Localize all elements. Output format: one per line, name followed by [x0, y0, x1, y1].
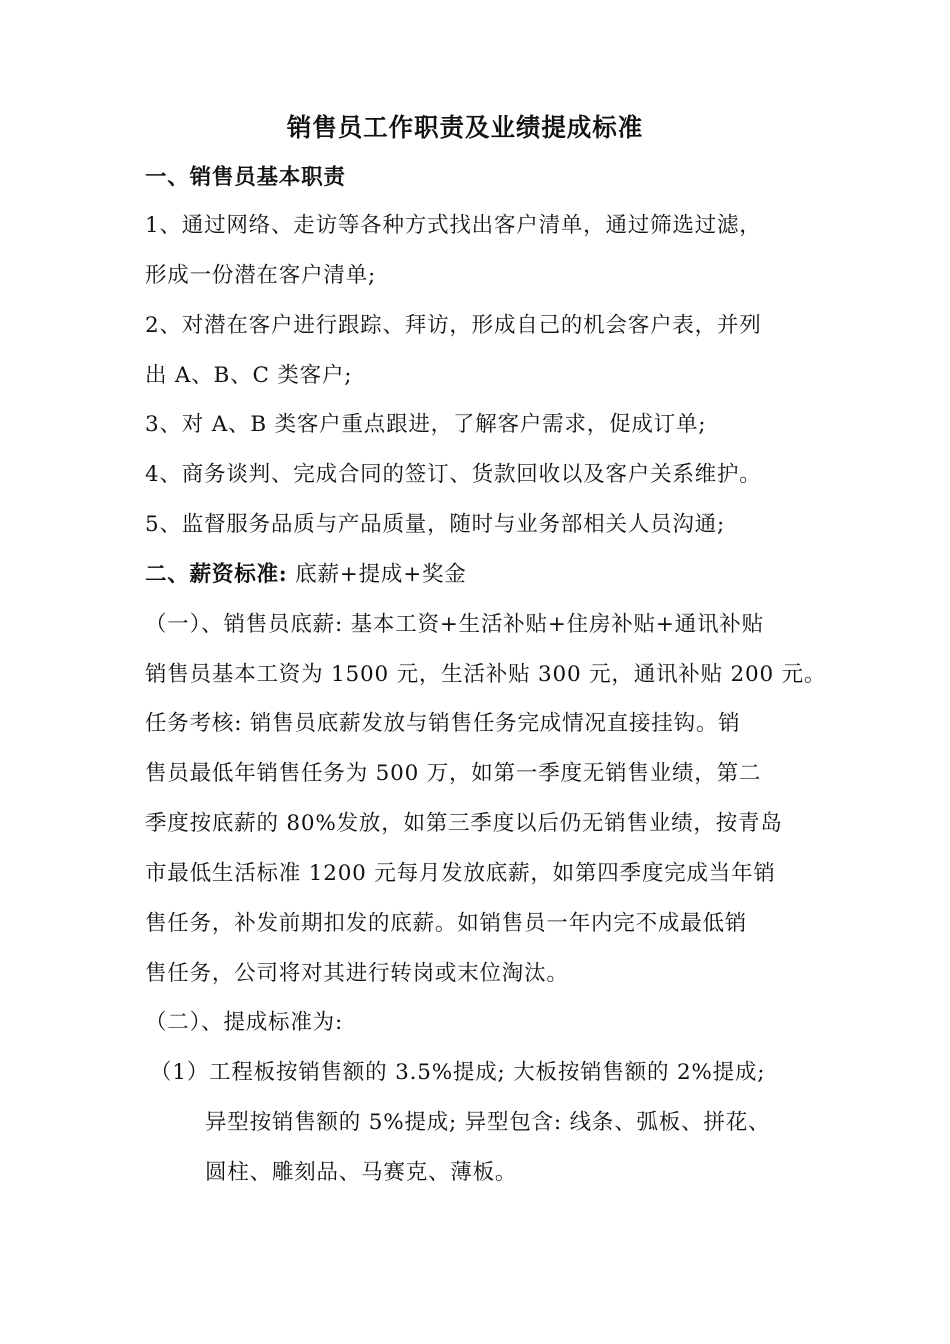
base-salary-line: 季度按底薪的 80%发放，如第三季度以后仍无销售业绩，按青岛 [145, 811, 783, 836]
duty-line: 1、通过网络、走访等各种方式找出客户清单，通过筛选过滤， [145, 213, 762, 238]
base-salary-line: 售员最低年销售任务为 500 万，如第一季度无销售业绩，第二 [145, 761, 762, 786]
duty-line: 出 A、B、C 类客户; [145, 363, 353, 388]
base-salary-line: 售任务，公司将对其进行转岗或末位淘汰。 [145, 961, 569, 986]
commission-item: （1）工程板按销售额的 3.5%提成; 大板按销售额的 2%提成; [150, 1060, 766, 1085]
commission-item-continued: 异型按销售额的 5%提成; 异型包含: 线条、弧板、拼花、 [205, 1110, 771, 1135]
base-salary-line: 市最低生活标准 1200 元每月发放底薪，如第四季度完成当年销 [145, 861, 776, 886]
base-salary-line: 售任务，补发前期扣发的底薪。如销售员一年内完不成最低销 [145, 911, 748, 936]
document-title: 销售员工作职责及业绩提成标准 [286, 113, 644, 142]
duty-line: 2、对潜在客户进行跟踪、拜访，形成自己的机会客户表，并列 [145, 313, 762, 338]
duty-line: 形成一份潜在客户清单; [145, 263, 377, 288]
duty-line: 5、监督服务品质与产品质量，随时与业务部相关人员沟通; [145, 512, 726, 537]
salary-heading-label: 二、薪资标准: [145, 562, 288, 587]
base-salary-title: （一）、销售员底薪: 基本工资+生活补贴+住房补贴+通讯补贴 [145, 612, 764, 637]
section-heading-salary [145, 560, 467, 590]
salary-heading-formula: 底薪+提成+奖金 [287, 562, 467, 587]
base-salary-line: 任务考核: 销售员底薪发放与销售任务完成情况直接挂钩。销 [145, 711, 741, 736]
duty-line: 4、商务谈判、完成合同的签订、货款回收以及客户关系维护。 [145, 462, 762, 487]
section-heading-duties: 一、销售员基本职责 [145, 165, 346, 190]
commission-item-continued: 圆柱、雕刻品、马赛克、薄板。 [205, 1160, 518, 1185]
base-salary-line: 销售员基本工资为 1500 元，生活补贴 300 元，通讯补贴 200 元。 [145, 662, 827, 687]
duty-line: 3、对 A、B 类客户重点跟进，了解客户需求，促成订单; [145, 412, 707, 437]
commission-title: （二）、提成标准为: [145, 1010, 343, 1035]
